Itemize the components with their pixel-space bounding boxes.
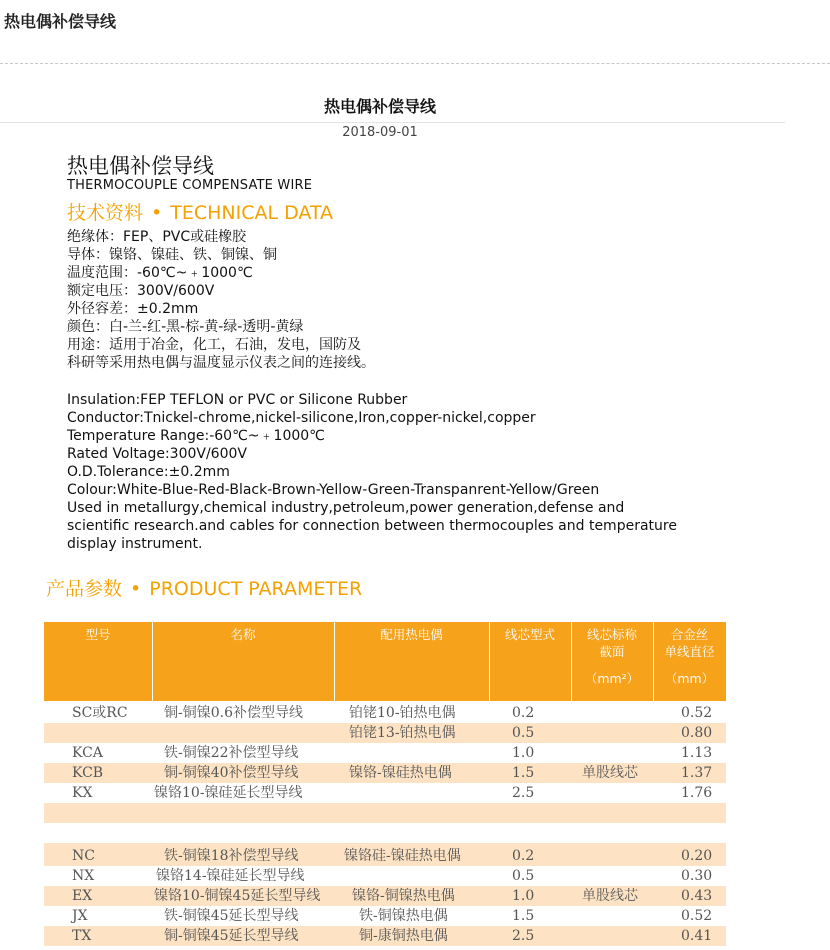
table-row bbox=[44, 926, 726, 946]
cell-model: EX bbox=[72, 888, 93, 904]
cell-wire-diameter: 0.80 bbox=[681, 725, 713, 741]
cell-model: SC或RC bbox=[72, 705, 128, 721]
cell-core-type: 单股线芯 bbox=[582, 888, 638, 904]
cell-wire-diameter: 0.52 bbox=[681, 908, 713, 924]
spec-line-en: Insulation:FEP TEFLON or PVC or Silicone Rubber bbox=[67, 392, 408, 408]
table-row bbox=[44, 783, 726, 803]
article-date: 2018-09-01 bbox=[342, 125, 418, 140]
column-header-text: 截面 bbox=[599, 644, 625, 659]
cell-model: JX bbox=[72, 908, 88, 924]
parameter-table-header bbox=[44, 622, 726, 701]
column-header-unit: （mm²） bbox=[584, 671, 640, 686]
technical-data-heading-en: TECHNICAL DATA bbox=[170, 202, 334, 224]
column-header-unit: （mm） bbox=[664, 671, 715, 686]
cell-model: NX bbox=[72, 868, 95, 884]
product-parameter-heading-cn: 产品参数 bbox=[46, 578, 123, 600]
cell-wire-diameter: 0.30 bbox=[681, 868, 713, 884]
spec-line-cn: 绝缘体：FEP、PVC或硅橡胶 bbox=[67, 229, 247, 245]
product-title-en: THERMOCOUPLE COMPENSATE WIRE bbox=[67, 178, 313, 193]
table-row bbox=[44, 906, 726, 926]
table-row bbox=[44, 886, 726, 906]
cell-name: 铜-铜镍0.6补偿型导线 bbox=[164, 705, 303, 721]
table-row bbox=[44, 723, 726, 743]
spec-line-cn: 外径容差：±0.2mm bbox=[67, 301, 199, 317]
column-header-model bbox=[44, 622, 152, 701]
cell-wire-diameter: 1.37 bbox=[681, 765, 713, 781]
spec-line-cn: 温度范围：-60℃~﹢1000℃ bbox=[67, 265, 253, 281]
cell-cross-section: 1.0 bbox=[512, 888, 535, 904]
spec-line-cn: 颜色：白-兰-红-黑-棕-黄-绿-透明-黄绿 bbox=[67, 319, 304, 335]
technical-data-heading bbox=[67, 198, 333, 225]
spec-line-en: Temperature Range:-60℃~﹢1000℃ bbox=[67, 428, 325, 444]
spec-line-en: Used in metallurgy,chemical industry,petroleum,power generation,defense and bbox=[67, 500, 625, 516]
cell-wire-diameter: 0.52 bbox=[681, 705, 713, 721]
cell-model: TX bbox=[72, 928, 92, 944]
cell-thermocouple: 镍铬硅-镍硅热电偶 bbox=[344, 848, 461, 864]
spec-line-en: Conductor:Tnickel-chrome,nickel-silicone,Iron,copper-nickel,copper bbox=[67, 410, 536, 426]
cell-thermocouple: 镍铬-镍硅热电偶 bbox=[349, 765, 452, 781]
column-header-text: 配用热电偶 bbox=[380, 627, 443, 642]
cell-name: 铁-铜镍45延长型导线 bbox=[164, 908, 299, 924]
heading-bullet: • bbox=[151, 202, 163, 224]
cell-cross-section: 0.2 bbox=[512, 848, 535, 864]
cell-wire-diameter: 0.20 bbox=[681, 848, 713, 864]
cell-cross-section: 1.0 bbox=[512, 745, 535, 761]
column-header-thermocouple bbox=[334, 622, 489, 701]
column-header-core-type bbox=[489, 622, 571, 701]
table-row bbox=[44, 846, 726, 866]
product-title-cn: 热电偶补偿导线 bbox=[67, 154, 214, 178]
cell-name: 铁-铜镍22补偿型导线 bbox=[164, 745, 299, 761]
cell-model: KX bbox=[72, 785, 93, 801]
cell-model: NC bbox=[72, 848, 95, 864]
cell-wire-diameter: 1.76 bbox=[681, 785, 713, 801]
table-row bbox=[44, 763, 726, 783]
column-header-text: 合金丝 bbox=[670, 627, 709, 642]
cell-thermocouple: 铁-铜镍热电偶 bbox=[359, 908, 448, 924]
cell-name: 铁-铜镍18补偿型导线 bbox=[164, 848, 299, 864]
column-header-wire-diameter bbox=[653, 622, 726, 701]
site-title: 热电偶补偿导线 bbox=[4, 12, 117, 31]
product-parameter-heading-en: PRODUCT PARAMETER bbox=[149, 578, 363, 600]
cell-thermocouple: 铜-康铜热电偶 bbox=[359, 928, 448, 944]
spec-line-en: display instrument. bbox=[67, 536, 203, 552]
product-parameter-image bbox=[44, 570, 726, 950]
cell-name: 铜-铜镍45延长型导线 bbox=[164, 928, 299, 944]
table-row bbox=[44, 866, 726, 886]
cell-name: 镍铬10-镍硅延长型导线 bbox=[154, 785, 303, 801]
title-underline bbox=[0, 122, 785, 123]
spec-line-en: Colour:White-Blue-Red-Black-Brown-Yellow-Green-Transpanrent-Yellow/Green bbox=[67, 482, 600, 498]
cell-cross-section: 2.5 bbox=[512, 785, 535, 801]
column-header-text: 线芯标称 bbox=[586, 627, 637, 642]
table-row bbox=[44, 803, 726, 823]
article-title: 热电偶补偿导线 bbox=[323, 97, 436, 116]
cell-model: KCB bbox=[72, 765, 104, 781]
cell-cross-section: 2.5 bbox=[512, 928, 535, 944]
cell-cross-section: 0.5 bbox=[512, 868, 535, 884]
column-header-text: 型号 bbox=[85, 627, 111, 642]
spec-line-cn: 科研等采用热电偶与温度显示仪表之间的连接线。 bbox=[67, 355, 375, 371]
cell-wire-diameter: 1.13 bbox=[681, 745, 713, 761]
technical-data-image bbox=[62, 146, 707, 560]
column-header-cross-section bbox=[571, 622, 653, 701]
spec-line-cn: 用途：适用于冶金，化工，石油，发电，国防及 bbox=[67, 337, 361, 353]
cell-cross-section: 1.5 bbox=[512, 765, 535, 781]
cell-thermocouple: 镍铬-铜镍热电偶 bbox=[352, 888, 455, 904]
cell-core-type: 单股线芯 bbox=[582, 765, 638, 781]
technical-data-heading-cn: 技术资料 bbox=[67, 202, 144, 224]
spec-line-en: Rated Voltage:300V/600V bbox=[67, 446, 247, 462]
cell-name: 镍铬10-铜镍45延长型导线 bbox=[154, 888, 321, 904]
column-header-text: 单线直径 bbox=[664, 644, 715, 659]
column-header-text: 名称 bbox=[230, 627, 256, 642]
spec-line-en: scientific research.and cables for connection between thermocouples and temperature bbox=[67, 518, 677, 534]
spec-line-cn: 导体：镍铬、镍硅、铁、铜镍、铜 bbox=[67, 247, 277, 263]
cell-thermocouple: 铂铑10-铂热电偶 bbox=[349, 705, 456, 721]
cell-cross-section: 0.2 bbox=[512, 705, 535, 721]
product-parameter-heading bbox=[46, 574, 362, 601]
header-divider bbox=[0, 63, 830, 64]
spec-line-cn: 额定电压：300V/600V bbox=[67, 283, 215, 299]
cell-name: 镍铬14-镍硅延长型导线 bbox=[156, 868, 305, 884]
cell-cross-section: 0.5 bbox=[512, 725, 535, 741]
column-header-text: 线芯型式 bbox=[504, 627, 555, 642]
cell-wire-diameter: 0.41 bbox=[681, 928, 713, 944]
cell-wire-diameter: 0.43 bbox=[681, 888, 713, 904]
cell-thermocouple: 铂铑13-铂热电偶 bbox=[349, 725, 456, 741]
cell-cross-section: 1.5 bbox=[512, 908, 535, 924]
table-row bbox=[44, 743, 726, 763]
table-row bbox=[44, 703, 726, 723]
spec-line-en: O.D.Tolerance:±0.2mm bbox=[67, 464, 230, 480]
column-header-name bbox=[152, 622, 334, 701]
heading-bullet: • bbox=[130, 578, 142, 600]
cell-name: 铜-铜镍40补偿型导线 bbox=[164, 765, 299, 781]
cell-model: KCA bbox=[72, 745, 103, 761]
